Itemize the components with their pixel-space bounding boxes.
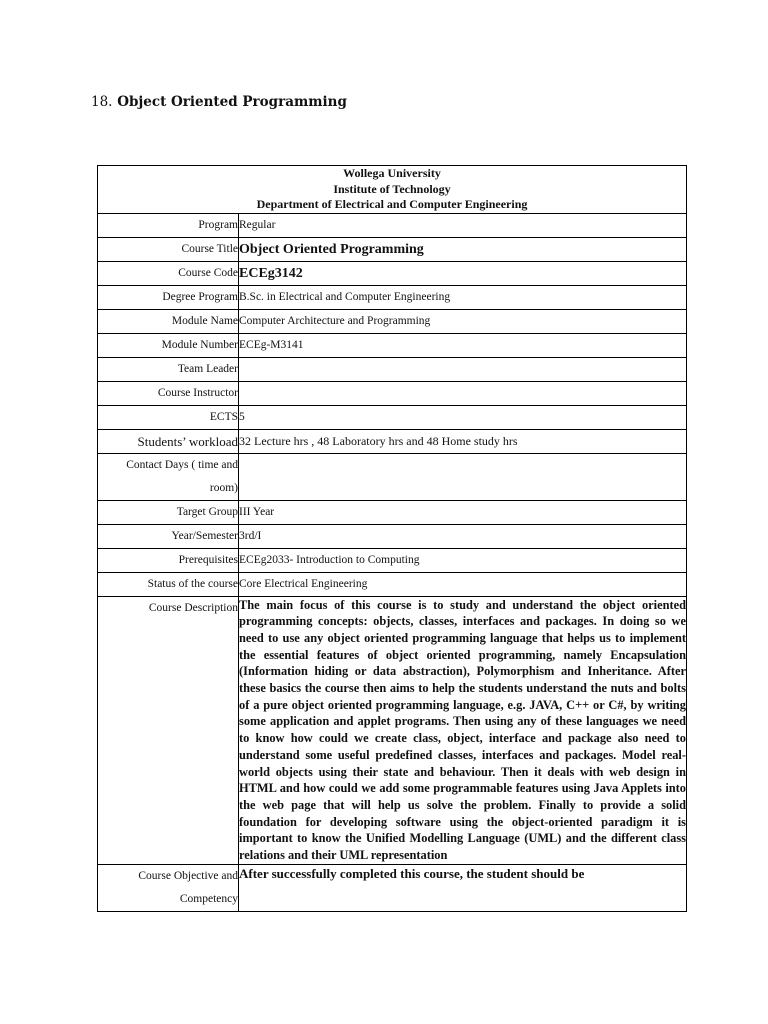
row-target-group xyxy=(98,500,687,524)
section-title: Object Oriented Programming xyxy=(117,94,347,110)
year-semester-label: Year/Semester xyxy=(98,524,239,548)
students-workload-label: Students’ workload xyxy=(98,429,239,453)
status-value: Core Electrical Engineering xyxy=(239,572,687,596)
row-team-leader xyxy=(98,357,687,381)
row-course-code xyxy=(98,261,687,285)
course-code-label: Course Code xyxy=(98,261,239,285)
course-description-label: Course Description xyxy=(98,596,239,864)
header-row xyxy=(98,166,687,214)
course-info-table xyxy=(97,165,687,912)
course-title-label: Course Title xyxy=(98,237,239,261)
section-number: 18. xyxy=(91,94,113,110)
course-code-value: ECEg3142 xyxy=(239,261,687,285)
program-label: Program xyxy=(98,213,239,237)
status-label: Status of the course xyxy=(98,572,239,596)
university-name: Wollega University xyxy=(343,166,441,180)
row-course-instructor xyxy=(98,381,687,405)
row-course-objective xyxy=(98,864,687,911)
team-leader-label: Team Leader xyxy=(98,357,239,381)
module-name-value: Computer Architecture and Programming xyxy=(239,309,687,333)
team-leader-value xyxy=(239,357,687,381)
target-group-value: III Year xyxy=(239,500,687,524)
students-workload-value: 32 Lecture hrs , 48 Laboratory hrs and 48 Home study hrs xyxy=(239,429,687,453)
program-value: Regular xyxy=(239,213,687,237)
contact-days-label xyxy=(98,453,239,500)
row-degree-program xyxy=(98,285,687,309)
row-prerequisites xyxy=(98,548,687,572)
contact-days-label-line2: room) xyxy=(209,481,238,494)
year-semester-value: 3rd/I xyxy=(239,524,687,548)
row-course-title xyxy=(98,237,687,261)
row-module-number xyxy=(98,333,687,357)
degree-program-value: B.Sc. in Electrical and Computer Engineering xyxy=(239,285,687,309)
course-objective-label-line2: Competency xyxy=(179,892,238,905)
row-students-workload xyxy=(98,429,687,453)
module-number-value: ECEg-M3141 xyxy=(239,333,687,357)
row-status xyxy=(98,572,687,596)
row-ects xyxy=(98,405,687,429)
ects-value: 5 xyxy=(239,405,687,429)
course-instructor-value xyxy=(239,381,687,405)
row-program xyxy=(98,213,687,237)
prerequisites-value: ECEg2033- Introduction to Computing xyxy=(239,548,687,572)
row-year-semester xyxy=(98,524,687,548)
contact-days-value xyxy=(239,453,687,500)
course-description-value: The main focus of this course is to study and understand the object oriented programming concepts: objects, classes, interfaces and packages. In doing so we need to use any object oriented programming language that helps us to implement the essential features of object oriented programming, namely Encapsulation (Information hiding or data abstraction), Polymorphism and Inheritance. After these basics the course then aims to help the students understand the nuts and bolts of a pure object oriented programming language, e.g. JAVA, C++ or C#, by writing some application and applet programs. Then using any of these languages we need to know how could we create class, object, interface and package also need to understand some useful predefined classes, interfaces and packages. Model real-world objects using their state and behaviour. Then it deals with web design in HTML and how could we add some programmable features using Java Applets into the web page that will help us solve the problem. Finally to provide a solid foundation for developing software using the object-oriented paradigm it is important to know the Unified Modelling Language (UML) and the different class relations and their UML representation xyxy=(239,596,687,864)
contact-days-label-line1: Contact Days ( time and xyxy=(126,458,238,471)
course-objective-label-line1: Course Objective and xyxy=(138,869,238,882)
section-heading xyxy=(91,94,347,110)
row-contact-days xyxy=(98,453,687,500)
prerequisites-label: Prerequisites xyxy=(98,548,239,572)
course-instructor-label: Course Instructor xyxy=(98,381,239,405)
department-name: Department of Electrical and Computer Engineering xyxy=(256,197,528,211)
row-course-description xyxy=(98,596,687,864)
course-title-value: Object Oriented Programming xyxy=(239,237,687,261)
ects-label: ECTS xyxy=(98,405,239,429)
target-group-label: Target Group xyxy=(98,500,239,524)
institute-name: Institute of Technology xyxy=(333,181,451,196)
module-name-label: Module Name xyxy=(98,309,239,333)
course-objective-value: After successfully completed this course, the student should be xyxy=(239,864,687,911)
row-module-name xyxy=(98,309,687,333)
degree-program-label: Degree Program xyxy=(98,285,239,309)
course-objective-label xyxy=(98,864,239,911)
institution-header xyxy=(98,166,687,214)
module-number-label: Module Number xyxy=(98,333,239,357)
